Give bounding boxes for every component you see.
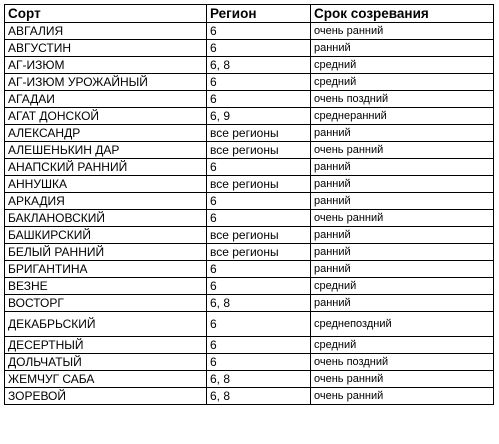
table-row	[5, 278, 494, 295]
cell-region[interactable]: 6	[207, 40, 311, 57]
table-row	[5, 23, 494, 40]
cell-region[interactable]: 6, 8	[207, 371, 311, 388]
cell-variety[interactable]: АГ-ИЗЮМ УРОЖАЙНЫЙ	[5, 74, 207, 91]
cell-variety[interactable]: ВЕЗНЕ	[5, 278, 207, 295]
cell-ripening[interactable]: средний	[311, 57, 494, 74]
table-row	[5, 91, 494, 108]
cell-variety[interactable]: ЖЕМЧУГ САБА	[5, 371, 207, 388]
cell-ripening[interactable]: ранний	[311, 193, 494, 210]
cell-variety[interactable]: БАКЛАНОВСКИЙ	[5, 210, 207, 227]
cell-variety[interactable]: АРКАДИЯ	[5, 193, 207, 210]
cell-variety[interactable]: АГ-ИЗЮМ	[5, 57, 207, 74]
cell-ripening[interactable]: среднеранний	[311, 108, 494, 125]
cell-variety[interactable]: АГАТ ДОНСКОЙ	[5, 108, 207, 125]
table-row	[5, 193, 494, 210]
cell-region[interactable]: все регионы	[207, 142, 311, 159]
cell-region[interactable]: 6	[207, 337, 311, 354]
header-region[interactable]: Регион	[207, 5, 311, 23]
cell-region[interactable]: 6	[207, 210, 311, 227]
cell-region[interactable]: 6	[207, 193, 311, 210]
table-row	[5, 354, 494, 371]
cell-variety[interactable]: АНАПСКИЙ РАННИЙ	[5, 159, 207, 176]
cell-ripening[interactable]: средний	[311, 278, 494, 295]
cell-variety[interactable]: БРИГАНТИНА	[5, 261, 207, 278]
cell-ripening[interactable]: среднепоздний	[311, 312, 494, 337]
cell-region[interactable]: все регионы	[207, 125, 311, 142]
cell-variety[interactable]: ДЕСЕРТНЫЙ	[5, 337, 207, 354]
cell-ripening[interactable]: очень поздний	[311, 91, 494, 108]
cell-ripening[interactable]: ранний	[311, 261, 494, 278]
cell-variety[interactable]: АВГАЛИЯ	[5, 23, 207, 40]
table-row	[5, 312, 494, 337]
cell-region[interactable]: 6	[207, 23, 311, 40]
table-row	[5, 108, 494, 125]
cell-region[interactable]: 6, 9	[207, 108, 311, 125]
table-row	[5, 142, 494, 159]
cell-variety[interactable]: АННУШКА	[5, 176, 207, 193]
table-row	[5, 227, 494, 244]
spreadsheet	[4, 4, 493, 405]
cell-variety[interactable]: АЛЕКСАНДР	[5, 125, 207, 142]
table-row	[5, 210, 494, 227]
table-row	[5, 371, 494, 388]
cell-ripening[interactable]: очень ранний	[311, 142, 494, 159]
cell-region[interactable]: все регионы	[207, 244, 311, 261]
table-row	[5, 40, 494, 57]
table-row	[5, 159, 494, 176]
cell-ripening[interactable]: очень ранний	[311, 371, 494, 388]
cell-ripening[interactable]: ранний	[311, 159, 494, 176]
cell-variety[interactable]: ВОСТОРГ	[5, 295, 207, 312]
cell-region[interactable]: 6	[207, 74, 311, 91]
table-row	[5, 57, 494, 74]
cell-ripening[interactable]: ранний	[311, 244, 494, 261]
cell-region[interactable]: 6	[207, 91, 311, 108]
cell-region[interactable]: 6, 8	[207, 57, 311, 74]
table-row	[5, 74, 494, 91]
cell-region[interactable]: 6	[207, 159, 311, 176]
cell-ripening[interactable]: ранний	[311, 227, 494, 244]
cell-ripening[interactable]: средний	[311, 337, 494, 354]
table-row	[5, 244, 494, 261]
table-row	[5, 261, 494, 278]
cell-region[interactable]: 6, 8	[207, 388, 311, 405]
cell-ripening[interactable]: очень ранний	[311, 388, 494, 405]
cell-region[interactable]: 6, 8	[207, 295, 311, 312]
cell-region[interactable]: все регионы	[207, 227, 311, 244]
header-variety[interactable]: Сорт	[5, 5, 207, 23]
table-row	[5, 388, 494, 405]
cell-variety[interactable]: БЕЛЫЙ РАННИЙ	[5, 244, 207, 261]
table-row	[5, 337, 494, 354]
header-row	[5, 5, 494, 23]
cell-ripening[interactable]: очень ранний	[311, 23, 494, 40]
table-body	[5, 23, 494, 405]
cell-region[interactable]: 6	[207, 312, 311, 337]
cell-variety[interactable]: ДОЛЬЧАТЫЙ	[5, 354, 207, 371]
cell-variety[interactable]: АГАДАИ	[5, 91, 207, 108]
cell-region[interactable]: все регионы	[207, 176, 311, 193]
cell-region[interactable]: 6	[207, 278, 311, 295]
cell-ripening[interactable]: очень поздний	[311, 354, 494, 371]
cell-variety[interactable]: БАШКИРСКИЙ	[5, 227, 207, 244]
table-row	[5, 176, 494, 193]
cell-ripening[interactable]: ранний	[311, 176, 494, 193]
cell-ripening[interactable]: средний	[311, 74, 494, 91]
cell-ripening[interactable]: очень ранний	[311, 210, 494, 227]
table-row	[5, 295, 494, 312]
cell-variety[interactable]: АЛЕШЕНЬКИН ДАР	[5, 142, 207, 159]
cell-ripening[interactable]: ранний	[311, 125, 494, 142]
header-ripening[interactable]: Срок созревания	[311, 5, 494, 23]
cell-ripening[interactable]: ранний	[311, 40, 494, 57]
cell-ripening[interactable]: ранний	[311, 295, 494, 312]
cell-variety[interactable]: ЗОРЕВОЙ	[5, 388, 207, 405]
table-row	[5, 125, 494, 142]
cell-variety[interactable]: АВГУСТИН	[5, 40, 207, 57]
cell-region[interactable]: 6	[207, 354, 311, 371]
grape-varieties-table	[4, 4, 494, 405]
cell-region[interactable]: 6	[207, 261, 311, 278]
cell-variety[interactable]: ДЕКАБРЬСКИЙ	[5, 312, 207, 337]
